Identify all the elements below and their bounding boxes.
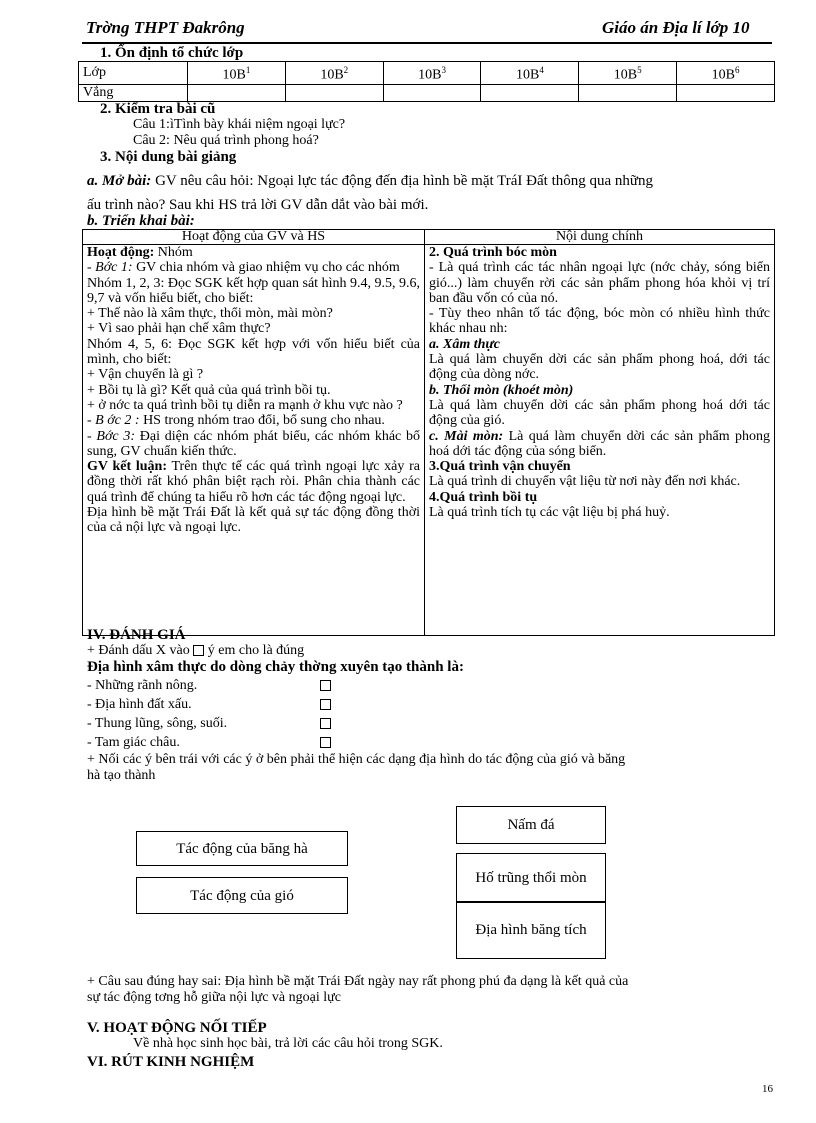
question-1: Câu 1:ìTình bày khái niệm ngoại lực? [133, 117, 346, 132]
section-5-text: Về nhà học sinh học bài, trả lời các câu hỏi trong SGK. [133, 1036, 443, 1051]
option-1-checkbox[interactable] [320, 680, 331, 691]
activities-cell: Hoạt động: Nhóm - Bớc 1: GV chia nhóm và giao nhiệm vụ cho các nhóm Nhóm 1, 2, 3: Đọc SGK kết hợp quan sát hình 9.4, 9.5, 9.6, 9,7 và vốn hiểu biết, cho biết: + Thế nào là xâm thực, thổi mòn, mài mòn? + Vì sao phải hạn chế xâm thực? Nhóm 4, 5, 6: Đọc SGK kết hợp với vốn hiểu biết của mình, cho biết: + Vận chuyển là gì ? + Bồi tụ là gì? Kết quả của quá trình bồi tụ. + ở nớc ta quá trình bồi tụ diễn ra mạnh ở khu vực nào ? - B ớc 2 : HS trong nhóm trao đổi, bổ sung cho nhau. - Bớc 3: Đại diện các nhóm phát biểu, các nhóm khác bổ sung, GV chuẩn kiến thức. GV kết luận: Trên thực tế các quá trình ngoại lực xảy ra đồng thời rất khó phân biệt rạch ròi. Phân chia thành các quá trình để chúng ta hiểu rõ hơn các tác động ngoại lực. Địa hình bề mặt Trái Đất là kết quả sự tác động đồng thời của cả nội lực và ngoại lực. [83, 245, 425, 636]
col-header-content: Nội dung chính [425, 230, 775, 245]
class-cell: $10B^3$ [383, 62, 481, 85]
true-false-1: + Câu sau đúng hay sai: Địa hình bề mặt Trái Đất ngày nay rất phong phú đa dạng là kết quả của [87, 974, 629, 989]
class-cell: $10B^5$ [579, 62, 677, 85]
section-2-title: 2. Kiểm tra bài cũ [100, 101, 216, 117]
class-row-label: Lớp [79, 62, 188, 85]
trien-khai-label: b. Triển khai bài: [87, 213, 195, 229]
option-1: - Những rãnh nông. [87, 678, 198, 693]
section-1-title: 1. Ổn định tổ chức lớp [100, 45, 244, 61]
school-name: Trờng THPT Đakrông [86, 18, 245, 37]
intro-line-1: a. Mở bài: GV nêu câu hỏi: Ngoại lực tác động đến địa hình bề mặt TráI Đất thông qua những [87, 173, 654, 189]
true-false-2: sự tác động tơng hỗ giữa nội lực và ngoại lực [87, 990, 341, 1005]
option-3: - Thung lũng, sông, suối. [87, 716, 228, 731]
section-3-title: 3. Nội dung bài giảng [100, 149, 237, 165]
question-title: Địa hình xâm thực do dòng chảy thờng xuyên tạo thành là: [87, 659, 464, 675]
option-4-checkbox[interactable] [320, 737, 331, 748]
option-4: - Tam giác châu. [87, 735, 180, 750]
class-cell: $10B^2$ [285, 62, 383, 85]
option-3-checkbox[interactable] [320, 718, 331, 729]
intro-line-2: ấu trình nào? Sau khi HS trả lời GV dẫn dắt vào bài mới. [87, 197, 429, 213]
right-box-moraine[interactable]: Địa hình băng tích [456, 901, 606, 959]
section-4-title: IV. ĐÁNH GIÁ [87, 627, 186, 643]
absent-row-label: Vắng [79, 84, 188, 101]
content-cell: 2. Quá trình bóc mòn - Là quá trình các tác nhân ngoại lực (nớc chảy, sóng biển gió...) làm chuyển rời các sản phẩm phong hóa khỏi vị trí ban đầu vốn có của nó. - Tùy theo nhân tố tác động, bóc mòn có nhiều hình thức khác nhau nh: a. Xâm thực Là quá làm chuyển dời các sản phẩm phong hoá, dới tác động của dòng nớc. b. Thổi mòn (khoét mòn) Là quá làm chuyển dời các sản phẩm phong hoá dới tác động của gió. c. Mài mòn: Là quá làm chuyển dời các sản phẩm phong hoá dới tác động của sóng biển. 3.Quá trình vận chuyển Là quá trình di chuyển vật liệu từ nơi này đến nơi khác. 4.Quá trình bồi tụ Là quá trình tích tụ các vật liệu bị phá huỷ. [425, 245, 775, 636]
right-box-deflation-hollow[interactable]: Hố trũng thổi mòn [456, 853, 606, 903]
section-5-title: V. HOẠT ĐỘNG NỐI TIẾP [87, 1020, 267, 1036]
col-header-activities: Hoạt động của GV và HS [83, 230, 425, 245]
left-box-glacier[interactable]: Tác động của băng hà [136, 831, 348, 866]
lesson-table [82, 229, 775, 636]
mark-instruction: + Đánh dấu X vào ý em cho là đúng [87, 643, 305, 658]
option-2-checkbox[interactable] [320, 699, 331, 710]
subject-title: Giáo án Địa lí lớp 10 [602, 18, 750, 37]
question-2: Câu 2: Nêu quá trình phong hoá? [133, 133, 319, 148]
class-cell: $10B^1$ [188, 62, 286, 85]
class-cell: $10B^6$ [677, 62, 775, 85]
left-box-wind[interactable]: Tác động của gió [136, 877, 348, 914]
connect-instruction-2: hà tạo thành [87, 768, 156, 783]
checkbox-icon [193, 645, 204, 656]
right-box-rock-mushroom[interactable]: Nấm đá [456, 806, 606, 844]
option-2: - Địa hình đất xấu. [87, 697, 192, 712]
class-cell: $10B^4$ [481, 62, 579, 85]
section-6-title: VI. RÚT KINH NGHIỆM [87, 1054, 255, 1070]
class-table [78, 61, 775, 102]
header-divider [82, 42, 772, 44]
connect-instruction-1: + Nối các ý bên trái với các ý ở bên phải thể hiện các dạng địa hình do tác động của gió và băng [87, 752, 626, 767]
page-number: 16 [762, 1083, 773, 1095]
